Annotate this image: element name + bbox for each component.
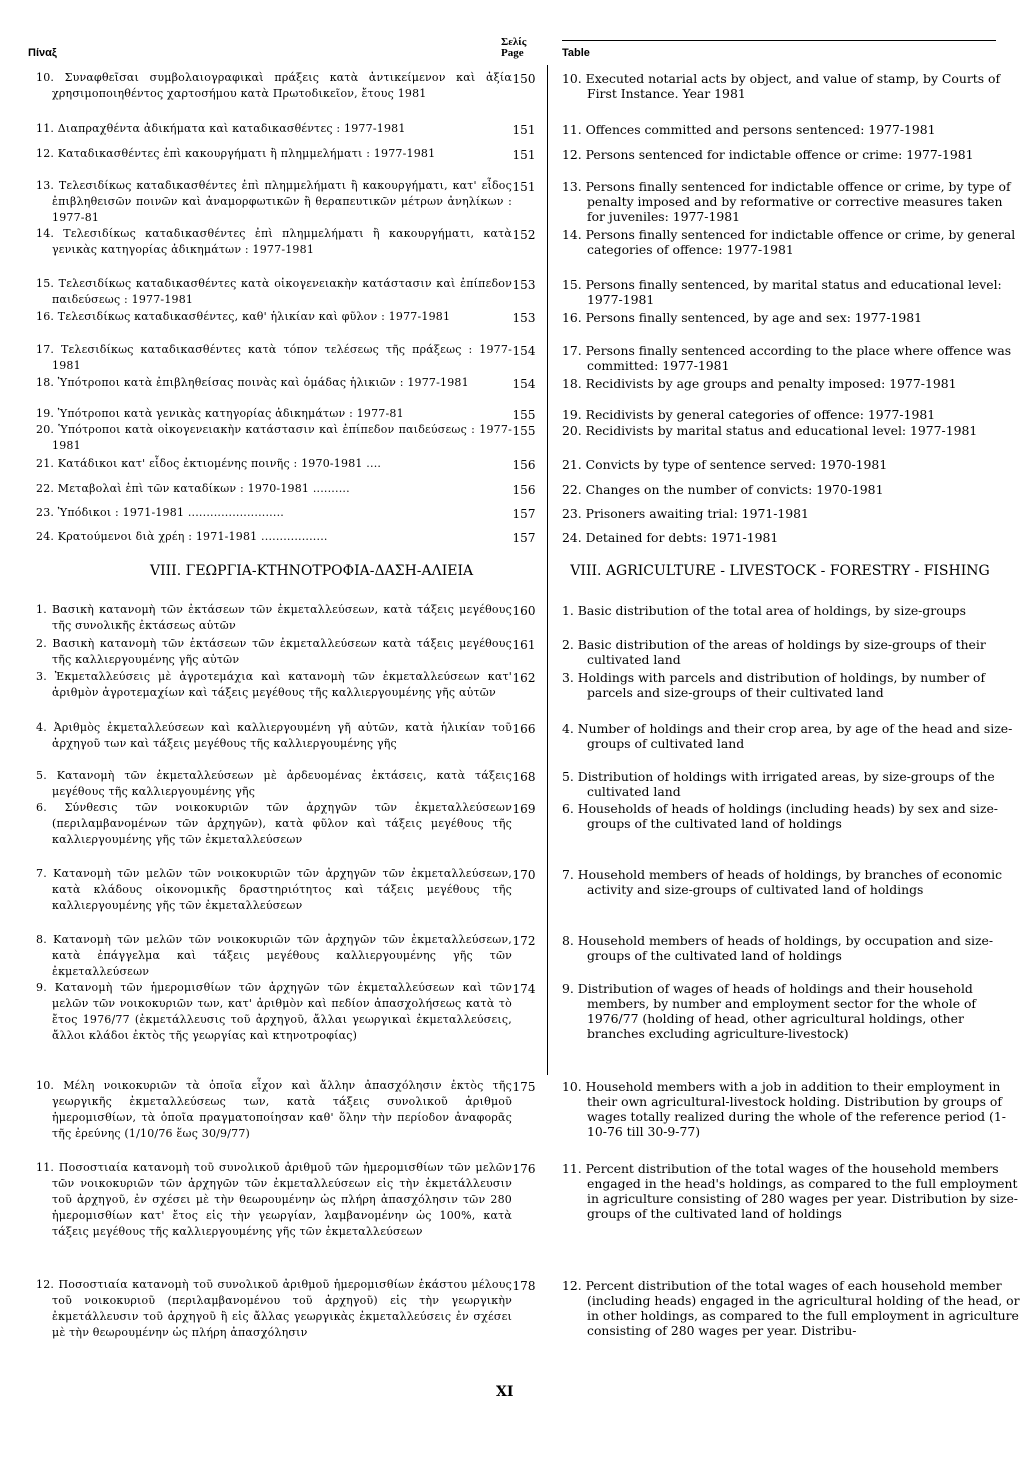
page-number-13: 151 [512, 180, 536, 194]
page-number-viii-8: 172 [512, 934, 536, 948]
english-entry-viii-4: 4. Number of holdings and their crop area, by age of the head and size-groups of cultivated land [562, 721, 1013, 751]
greek-entry-17: 17. Τελεσιδίκως καταδικασθέντες κατὰ τόπον τελέσεως τῆς πράξεως : 1977-1981 [36, 343, 512, 372]
page-number-11: 151 [512, 123, 536, 137]
english-entry-viii-9: 9. Distribution of wages of heads of holdings and their household members, by number and employment sector for the whole of 1976/77 (holding of head, other agricultural holdings, other branches excluding agriculture-livestock) [562, 981, 977, 1041]
page-number-22: 156 [512, 483, 536, 497]
greek-entry-12: 12. Καταδικασθέντες ἐπὶ κακουργήματι ἢ πλημμελήματι : 1977-1981 [36, 147, 436, 160]
english-entry-viii-3: 3. Holdings with parcels and distribution of holdings, by number of parcels and size-groups of their cultivated land [562, 670, 986, 700]
page-number-viii-12: 178 [512, 1279, 536, 1293]
page-number-21: 156 [512, 458, 536, 472]
english-entry-viii-8: 8. Household members of heads of holdings, by occupation and size-groups of the cultivated land of holdings [562, 933, 994, 963]
page-number-17: 154 [512, 344, 536, 358]
english-entry-viii-10: 10. Household members with a job in addition to their employment in their own agricultural-livestock holding. Distribution by groups of wages totally realized during the whole of the reference period (1-10-76 till 30-9-77) [562, 1079, 1006, 1139]
greek-entry-11: 11. Διαπραχθέντα ἀδικήματα καὶ καταδικασθέντες : 1977-1981 [36, 122, 406, 135]
english-entry-19: 19. Recidivists by general categories of offence: 1977-1981 [562, 407, 936, 422]
english-entry-14: 14. Persons finally sentenced for indictable offence or crime, by general categories of offence: 1977-1981 [562, 227, 1016, 257]
greek-entry-viii-3: 3. Ἐκμεταλλεύσεις μὲ ἀγροτεμάχια καὶ κατανομὴ τῶν ἐκμεταλλεύσεων κατ' ἀριθμὸν ἀγροτεμαχίων καὶ τάξεις μεγέθους τῆς καλλιεργουμένης γῆς αὐτῶν [36, 670, 512, 699]
english-entry-23: 23. Prisoners awaiting trial: 1971-1981 [562, 506, 809, 521]
greek-entry-14: 14. Τελεσιδίκως καταδικασθέντες ἐπὶ πλημμελήματι ἢ κακουργήματι, κατὰ γενικὰς κατηγορίας ἀδικημάτων : 1977-1981 [36, 227, 512, 256]
english-entry-11: 11. Offences committed and persons sentenced: 1977-1981 [562, 122, 936, 137]
english-entry-12: 12. Persons sentenced for indictable offence or crime: 1977-1981 [562, 147, 974, 162]
english-entry-viii-1: 1. Basic distribution of the total area of holdings, by size-groups [562, 603, 966, 618]
greek-entry-10: 10. Συναφθεῖσαι συμβολαιογραφικαὶ πράξεις κατὰ ἀντικείμενον καὶ ἀξία χρησιμοποιηθέντος χαρτοσήμου κατὰ Πρωτοδικεῖον, ἔτους 1981 [36, 71, 512, 100]
page-number-viii-3: 162 [512, 671, 536, 685]
english-entry-16: 16. Persons finally sentenced, by age and sex: 1977-1981 [562, 310, 923, 325]
greek-entry-viii-5: 5. Κατανομὴ τῶν ἐκμεταλλεύσεων μὲ ἀρδευομένας ἐκτάσεις, κατὰ τάξεις μεγέθους τῆς καλλιεργουμένης γῆς [36, 769, 512, 798]
page-column-header [501, 37, 526, 59]
english-entry-viii-7: 7. Household members of heads of holdings, by branches of economic activity and size-groups of cultivated land of holdings [562, 867, 1003, 897]
greek-entry-viii-8: 8. Κατανομὴ τῶν μελῶν τῶν νοικοκυριῶν τῶν ἀρχηγῶν τῶν ἐκμεταλλεύσεων, κατὰ ἐπάγγελμα καὶ τάξεις μεγέθους καλλιεργουμένης γῆς τῶν ἐκμεταλλεύσεων [36, 933, 512, 978]
english-entry-15: 15. Persons finally sentenced, by marital status and educational level: 1977-1981 [562, 277, 1002, 307]
page-number-19: 155 [512, 408, 536, 422]
english-entry-13: 13. Persons finally sentenced for indictable offence or crime, by type of penalty imposed and by reformative or corrective measures taken for juveniles: 1977-1981 [562, 179, 1011, 224]
english-entry-10: 10. Executed notarial acts by object, and value of stamp, by Courts of First Instance. Year 1981 [562, 71, 1001, 101]
english-entry-24: 24. Detained for debts: 1971-1981 [562, 530, 779, 545]
english-entry-viii-6: 6. Households of heads of holdings (including heads) by sex and size-groups of the cultivated land of holdings [562, 801, 998, 831]
page-number-20: 155 [512, 424, 536, 438]
page-number-viii-2: 161 [512, 638, 536, 652]
page-number-viii-9: 174 [512, 982, 536, 996]
english-entry-17: 17. Persons finally sentenced according to the place where offence was committed: 1977-1981 [562, 343, 1012, 373]
header-rule [562, 40, 996, 41]
page-number-18: 154 [512, 377, 536, 391]
page-number-16: 153 [512, 311, 536, 325]
english-entry-21: 21. Convicts by type of sentence served: 1970-1981 [562, 457, 888, 472]
column-divider [547, 65, 548, 1075]
greek-table-header: Πίναξ [28, 47, 57, 59]
page-number-12: 151 [512, 148, 536, 162]
greek-entry-viii-7: 7. Κατανομὴ τῶν μελῶν τῶν νοικοκυριῶν τῶν ἀρχηγῶν τῶν ἐκμεταλλεύσεων, κατὰ κλάδους οἰκονομικῆς δραστηριότητος καὶ τάξεις μεγέθους τῆς καλλιεργουμένης γῆς τῶν ἐκμεταλλεύσεων [36, 867, 512, 912]
page-header-english: Page [501, 47, 524, 59]
page-footer-number: XI [496, 1384, 514, 1400]
greek-entry-15: 15. Τελεσιδίκως καταδικασθέντες κατὰ οἰκογενειακὴν κατάστασιν καὶ ἐπίπεδον παιδεύσεως : 1977-1981 [36, 277, 512, 306]
page-number-viii-10: 175 [512, 1080, 536, 1094]
greek-entry-20: 20. Ὑπότροποι κατὰ οἰκογενειακὴν κατάστασιν καὶ ἐπίπεδον παιδεύσεως : 1977-1981 [36, 423, 512, 452]
greek-entry-13: 13. Τελεσιδίκως καταδικασθέντες ἐπὶ πλημμελήματι ἢ κακουργήματι, κατ' εἶδος ἐπιβληθεισῶν ποινῶν καὶ ἀναμορφωτικῶν ἢ θεραπευτικῶν μέτρων ἀνηλίκων : 1977-81 [36, 179, 512, 224]
page-number-viii-7: 170 [512, 868, 536, 882]
greek-entry-22: 22. Μεταβολαὶ ἐπὶ τῶν καταδίκων : 1970-1981 .......... [36, 482, 350, 495]
page-number-viii-6: 169 [512, 802, 536, 816]
english-entry-20: 20. Recidivists by marital status and educational level: 1977-1981 [562, 423, 978, 438]
page-number-10: 150 [512, 72, 536, 86]
english-entry-22: 22. Changes on the number of convicts: 1970-1981 [562, 482, 884, 497]
greek-entry-viii-6: 6. Σύνθεσις τῶν νοικοκυριῶν τῶν ἀρχηγῶν τῶν ἐκμεταλλεύσεων (περιλαμβανομένων τῶν ἀρχηγῶν), κατὰ φῦλον καὶ τάξεις μεγέθους τῆς καλλιεργουμένης γῆς τῶν ἐκμεταλλεύσεων [36, 801, 512, 846]
greek-entry-viii-2: 2. Βασικὴ κατανομὴ τῶν ἐκτάσεων τῶν ἐκμεταλλεύσεων κατὰ τάξεις μεγέθους τῆς καλλιεργουμένης γῆς αὐτῶν [36, 637, 512, 666]
greek-entry-viii-10: 10. Μέλη νοικοκυριῶν τὰ ὁποῖα εἶχον καὶ ἄλλην ἀπασχόλησιν ἐκτὸς τῆς γεωργικῆς ἐκμεταλλεύσεως των, κατὰ τάξεις συνολικοῦ ἀριθμοῦ ἡμερομισθίων, τὰ ὁποῖα πραγματοποίησαν καθ' ὅλην τὴν περίοδον ἀναφορᾶς τῆς ἐρεύνης (1/10/76 ἕως 30/9/77) [36, 1079, 512, 1140]
page-number-14: 152 [512, 228, 536, 242]
english-entry-viii-12: 12. Percent distribution of the total wages of each household member (including heads) engaged in the agricultural holding of the head, or in other holdings, as compared to the full employment in agriculture consisting of 280 wages per year. Distribu- [562, 1278, 1020, 1338]
page-number-viii-11: 176 [512, 1162, 536, 1176]
greek-entry-viii-1: 1. Βασικὴ κατανομὴ τῶν ἐκτάσεων τῶν ἐκμεταλλεύσεων, κατὰ τάξεις μεγέθους τῆς συνολικῆς ἐκτάσεως αὐτῶν [36, 603, 512, 632]
page-number-23: 157 [512, 507, 536, 521]
greek-entry-16: 16. Τελεσιδίκως καταδικασθέντες, καθ' ἡλικίαν καὶ φῦλον : 1977-1981 [36, 310, 451, 323]
greek-entry-viii-4: 4. Ἀριθμὸς ἐκμεταλλεύσεων καὶ καλλιεργουμένη γῆ αὐτῶν, κατὰ ἡλικίαν τοῦ ἀρχηγοῦ των καὶ τάξεις μεγέθους τῆς καλλιεργουμένης γῆς [36, 721, 512, 750]
page-number-viii-1: 160 [512, 604, 536, 618]
english-entry-viii-2: 2. Basic distribution of the areas of holdings by size-groups of their cultivated land [562, 637, 986, 667]
greek-entry-19: 19. Ὑπότροποι κατὰ γενικὰς κατηγορίας ἀδικημάτων : 1977-81 [36, 407, 404, 420]
section-heading-english: VIII. AGRICULTURE - LIVESTOCK - FORESTRY - FISHING [570, 563, 990, 579]
page-number-viii-5: 168 [512, 770, 536, 784]
greek-entry-21: 21. Κατάδικοι κατ' εἶδος ἐκτιομένης ποινῆς : 1970-1981 .... [36, 457, 382, 470]
english-entry-viii-5: 5. Distribution of holdings with irrigated areas, by size-groups of the cultivated land [562, 769, 995, 799]
page-header-greek: Σελίς [501, 36, 527, 48]
english-entry-viii-11: 11. Percent distribution of the total wages of the household members engaged in the head's holdings, as compared to the full employment in agriculture consisting of 280 wages per year. Distribution by size-groups of the cultivated land of holdings [562, 1161, 1018, 1221]
greek-entry-viii-9: 9. Κατανομὴ τῶν ἡμερομισθίων τῶν ἀρχηγῶν τῶν ἐκμεταλλεύσεων καὶ τῶν μελῶν τῶν νοικοκυριῶν των, κατ' ἀριθμὸν καὶ πεδίον ἀπασχολήσεως κατὰ τὸ ἔτος 1976/77 (ἐκμετάλλευσις τοῦ ἀρχηγοῦ, ἄλλαι γεωργικαὶ ἐκμεταλλεύσεις, ἄλλοι κλάδοι ἐκτὸς τῆς γεωργίας καὶ κτηνοτροφίας) [36, 981, 512, 1042]
page-number-24: 157 [512, 531, 536, 545]
page-number-15: 153 [512, 278, 536, 292]
section-heading-greek: VIII. ΓΕΩΡΓΙΑ-ΚΤΗΝΟΤΡΟΦΙΑ-ΔΑΣΗ-ΑΛΙΕΙΑ [150, 563, 474, 579]
english-table-header: Table [562, 47, 590, 59]
english-entry-18: 18. Recidivists by age groups and penalty imposed: 1977-1981 [562, 376, 957, 391]
greek-entry-viii-12: 12. Ποσοστιαία κατανομὴ τοῦ συνολικοῦ ἀριθμοῦ ἡμερομισθίων ἑκάστου μέλους τοῦ νοικοκυριοῦ (περιλαμβανομένου τοῦ ἀρχηγοῦ) εἰς τὴν γεωργικὴν ἐκμετάλλευσιν τοῦ ἀρχηγοῦ ἢ εἰς ἄλλας γεωργικὰς ἐκμεταλλεύσεις ἐν σχέσει μὲ τὴν θεωρουμένην ὡς πλήρη ἀπασχόλησιν [36, 1278, 512, 1339]
page-number-viii-4: 166 [512, 722, 536, 736]
greek-entry-24: 24. Κρατούμενοι διὰ χρέη : 1971-1981 .................. [36, 530, 328, 543]
greek-entry-23: 23. Ὑπόδικοι : 1971-1981 .......................... [36, 506, 284, 519]
greek-entry-18: 18. Ὑπότροποι κατὰ ἐπιβληθείσας ποινὰς καὶ ὁμάδας ἡλικιῶν : 1977-1981 [36, 376, 469, 389]
greek-entry-viii-11: 11. Ποσοστιαία κατανομὴ τοῦ συνολικοῦ ἀριθμοῦ τῶν ἡμερομισθίων τῶν μελῶν τῶν νοικοκυριῶν τῶν ἀρχηγῶν τῶν ἐκμεταλλεύσεων εἰς τὴν ἐκμετάλλευσιν τοῦ ἀρχηγοῦ, ἐν σχέσει μὲ τὴν θεωρουμένην ὡς πλήρη ἀπασχόλησιν τῶν 280 ἡμερομισθίων κατ' ἔτος εἰς τὴν γεωργίαν, λαμβανομένην ὡς 100%, κατὰ τάξεις μεγέθους τῆς καλλιεργουμένης γῆς τῶν ἐκμεταλλεύσεων [36, 1161, 512, 1238]
